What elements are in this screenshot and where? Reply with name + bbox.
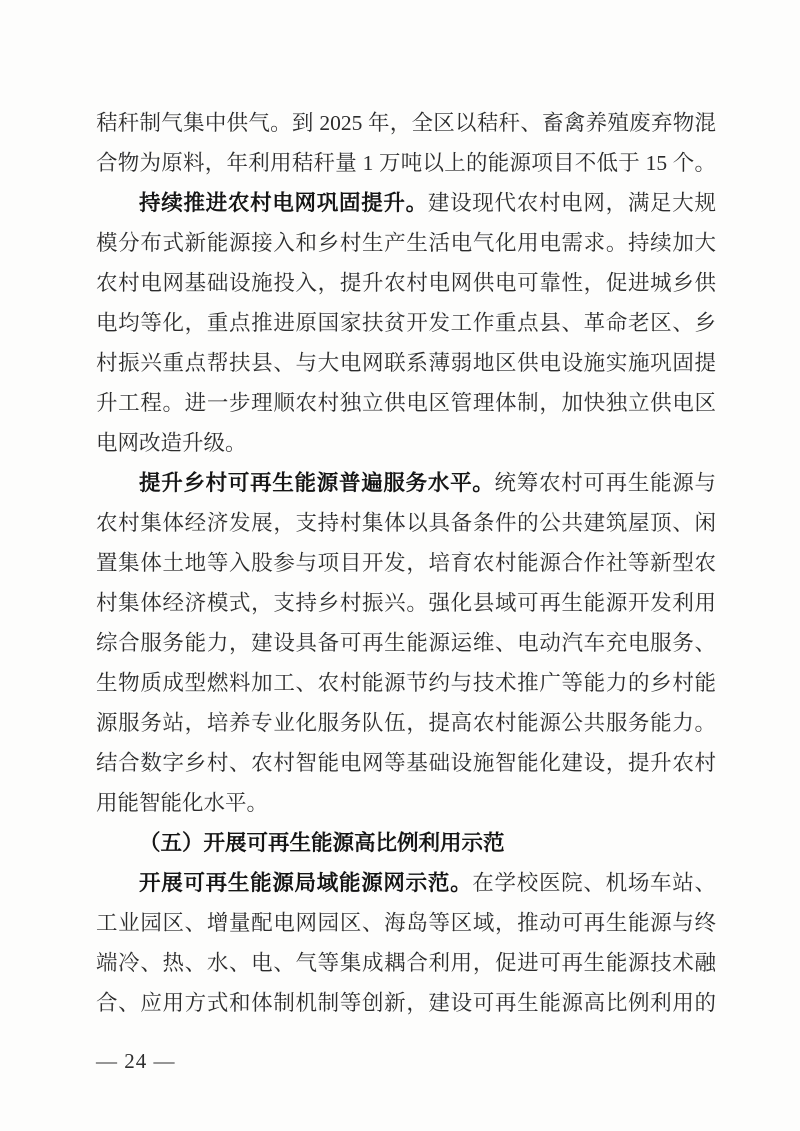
text-run: 升工程。进一步理顺农村独立供电区管理体制，加快独立供电区 [96, 391, 716, 415]
text-line [96, 943, 716, 983]
text-run: 农村集体经济发展，支持村集体以具备条件的公共建筑屋顶、闲 [96, 511, 716, 535]
text-line [96, 503, 716, 543]
bold-run: （五）开展可再生能源高比例利用示范 [139, 831, 505, 855]
text-run: 置集体土地等入股参与项目开发，培育农村能源合作社等新型农 [96, 551, 716, 575]
text-run: 结合数字乡村、农村智能电网等基础设施智能化建设，提升农村 [96, 751, 716, 775]
section-heading [96, 823, 716, 863]
text-line [96, 543, 716, 583]
text-line [96, 303, 716, 343]
text-line [96, 223, 716, 263]
text-run: 合、应用方式和体制机制等创新，建设可再生能源高比例利用的 [96, 991, 716, 1015]
text-run: 电均等化，重点推进原国家扶贫开发工作重点县、革命老区、乡 [96, 311, 716, 335]
text-line [96, 383, 716, 423]
text-run: 模分布式新能源接入和乡村生产生活电气化用电需求。持续加大 [96, 231, 716, 255]
text-run: 秸秆制气集中供气。到 2025 年，全区以秸秆、畜禽养殖废弃物混 [96, 111, 716, 135]
document-body [96, 103, 716, 1023]
text-line [96, 343, 716, 383]
text-run: 在学校医院、机场车站、 [472, 871, 716, 895]
text-line [96, 743, 716, 783]
text-run: 农村电网基础设施投入，提升农村电网供电可靠性，促进城乡供 [96, 271, 716, 295]
text-line [96, 583, 716, 623]
page-number: — 24 — [96, 1049, 176, 1073]
text-run: 源服务站，培养专业化服务队伍，提高农村能源公共服务能力。 [96, 711, 716, 735]
page-footer [96, 1046, 176, 1076]
paragraph-lead-line [96, 863, 716, 903]
bold-run: 开展可再生能源局域能源网示范。 [139, 871, 473, 895]
text-run: 工业园区、增量配电网园区、海岛等区域，推动可再生能源与终 [96, 911, 716, 935]
paragraph-last-line [96, 783, 716, 823]
text-run: 建设现代农村电网，满足大规 [427, 191, 716, 215]
paragraph-last-line [96, 423, 716, 463]
text-run: 合物为原料，年利用秸秆量 1 万吨以上的能源项目不低于 15 个。 [96, 151, 716, 175]
text-run: 用能智能化水平。 [96, 791, 269, 815]
text-run: 村集体经济模式，支持乡村振兴。强化县域可再生能源开发利用 [96, 591, 716, 615]
paragraph-lead-line [96, 183, 716, 223]
text-run: 电网改造升级。 [96, 431, 247, 455]
text-line [96, 983, 716, 1023]
bold-run: 提升乡村可再生能源普遍服务水平。 [139, 471, 495, 495]
text-line [96, 263, 716, 303]
text-run: 端冷、热、水、电、气等集成耦合利用，促进可再生能源技术融 [96, 951, 716, 975]
text-run: 统筹农村可再生能源与 [494, 471, 716, 495]
text-line [96, 703, 716, 743]
paragraph-lead-line [96, 463, 716, 503]
text-line [96, 903, 716, 943]
text-line [96, 103, 716, 143]
text-line [96, 623, 716, 663]
text-run: 综合服务能力，建设具备可再生能源运维、电动汽车充电服务、 [96, 631, 716, 655]
text-run: 生物质成型燃料加工、农村能源节约与技术推广等能力的乡村能 [96, 671, 716, 695]
text-run: 村振兴重点帮扶县、与大电网联系薄弱地区供电设施实施巩固提 [96, 351, 716, 375]
bold-run: 持续推进农村电网巩固提升。 [139, 191, 428, 215]
text-line [96, 663, 716, 703]
text-line [96, 143, 716, 183]
